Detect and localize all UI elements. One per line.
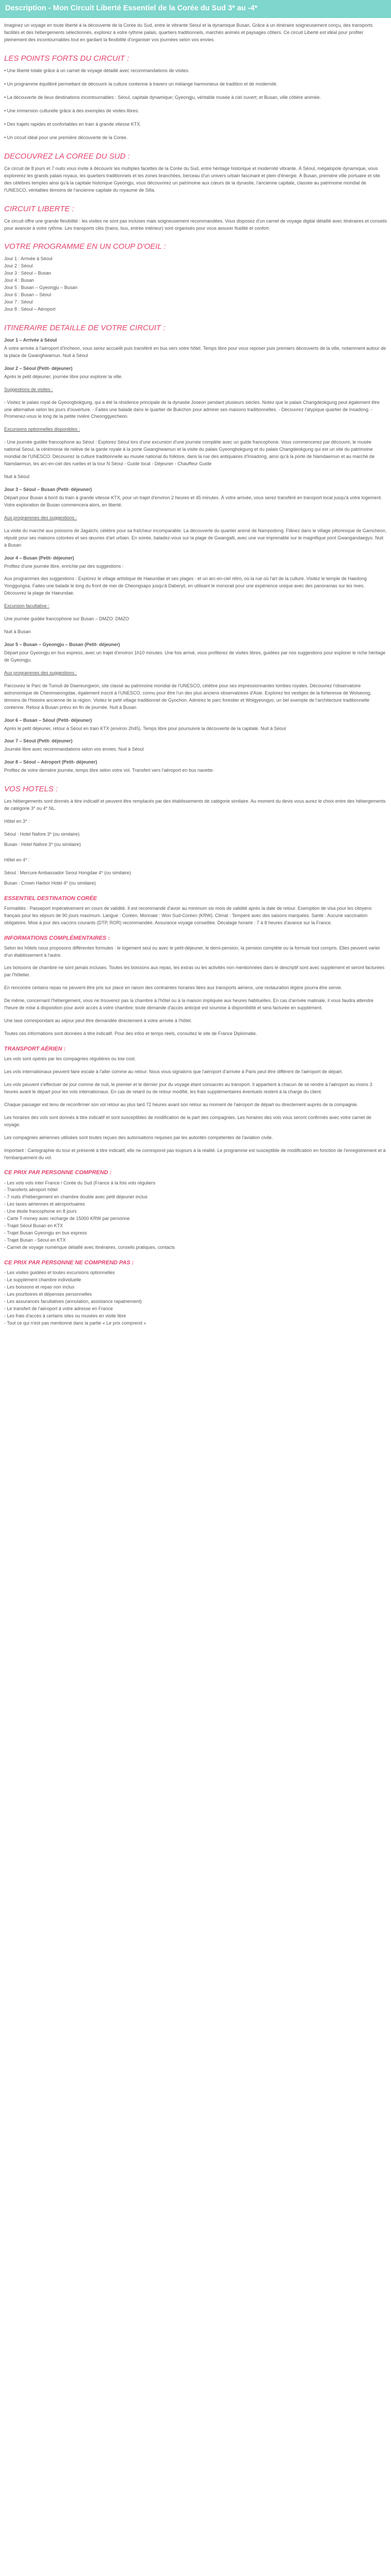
hotel-line: Séoul : Mercure Ambassador Seoul Hongdae 4* (ou similaire) <box>4 870 131 875</box>
list-item: - Carte T-money avec recharge de 15000 KRW par personne <box>4 1216 130 1222</box>
list-item: • Une immersion culturelle grâce à des exemples de visites libres. <box>4 108 139 114</box>
ne-comprend-list <box>4 1269 387 1327</box>
hotels-title: VOS HOTELS : <box>4 785 58 794</box>
list-item: - Les vols vols inter France / Corée du Sud (France à la fois vols réguliers <box>4 1180 156 1185</box>
decouvrez-text: Ce circuit de 8 jours et 7 nuits vous invite à découvrir les multiples facettes de la Corée du Sud, entre héritage historique et modernité vibrante. À Séoul, mégalopole dynamique, vous explorerez les grands palais royaux, les quartiers traditionnels et les zones branchées, berceau d'un univers urbain fascinant et plein d'énergie. À Busan, première ville portuaire et site des célèbres temples ainsi qu'à la capitale historique Gyeongju, vous découvrirez un patrimoine aux cœurs de la dynastie, l'ancienne capitale, classée au patrimoine mondial de l'UNESCO, véritables témoins de l'ancienne capitale du royaume de Silla. <box>4 165 380 193</box>
day-text: Journée libre avec recommandations selon vos envies. Nuit à Séoul <box>4 747 144 752</box>
points-forts-title: LES POINTS FORTS DU CIRCUIT : <box>4 54 129 63</box>
list-item: Jour 3 : Séoul – Busan <box>4 270 52 276</box>
liberte-text: Ce circuit offre une grande flexibilité : les visites ne sont pas incluses mais soigneusement recommandées. Vous disposez d'un carnet de voyage digital détaillé avec itinéraires et conseils pour avancer à votre rythme. Les transports clés (trains, bus, entrée intérieur) sont organisés pour vous assurer fluidité et confort. <box>4 218 387 231</box>
hotel-line: Busan : Hotel Nafore 3* (ou similaire) <box>4 841 81 847</box>
infos-text: Les boissons de chambre ne sont jamais incluses. Toutes les boissons aux repas, les extras ou les activités non mentionnées dans le descriptif sont avec supplément et seront facturées par l'hôtelier. <box>4 965 385 978</box>
ne-comprend-section <box>4 1259 387 1327</box>
hotels-section <box>4 785 387 887</box>
list-item: - Trajet Busan - Séoul en KTX <box>4 1238 66 1243</box>
infos-text: De même, concernant l'hébergement, vous ne trouverez pas la chambre à l'hôtel ou à la maison impliquée aux heures habituelles. En cas d'arrivée matinale, il vous faudra attendre l'heure de mise à disposition pour avoir accès à votre chambre; toute demande d'accès anticipé est soumise à disponibilité et sera facturée en supplément. <box>4 998 374 1011</box>
transport-text: Les compagnies aériennes utilisées sont toutes reçues des autorisations requises par les autorités compétentes de l'aviation civile. <box>4 1134 273 1140</box>
day-heading: Jour 6 – Busan – Séoul (Petit- déjeuner) <box>4 717 92 723</box>
essentiel-text: Formalités : Passeport impérativement en cours de validité. Il est recommandé d'avoir au minimum six mois de validité après la date de retour. Exemption de visa pour les citoyens français pour les séjours de 90 jours maximum. Langue : Coréen. Monnaie : Won Sud-Coréen (KRW). Climat : Tempéré avec des saisons marquées. Santé : Aucune vaccination obligatoire. Mise à jour des vaccins courants (DTP, ROR) recommandée. Assurance voyage conseillée. Décalage horaire : 7 à 8 heures d'avance sur la France. <box>4 905 372 925</box>
points-forts-section <box>4 54 387 142</box>
hotels-group-label: Hôtel en 4* : <box>4 857 30 862</box>
day-heading: Jour 1 – Arrivée à Séoul <box>4 337 57 343</box>
list-item: - Carnet de voyage numérique détaillé avec itinéraires, conseils pratiques, contacts <box>4 1244 175 1250</box>
day-text: - Visitez le palais royal de Gyeongbokgung, qui a été la résidence principale de la dynastie Joseon pendant plusieurs siècles. Notez que le palais Changdeokgung peut également être une alternative selon les jours d'ouverture. - Faites une balade dans le quartier de Bukchon pour admirer ses maisons traditionnelles. - Découvrez l'atypique quartier de Insadong. - Promenez-vous le long de la petite rivière Cheonggyecheon. <box>4 399 380 419</box>
liberte-section <box>4 205 387 232</box>
list-item: Jour 4 : Busan <box>4 278 35 283</box>
banner-title: Description - Mon Circuit Liberté Essentiel de la Corée du Sud 3* au -4* <box>5 4 258 12</box>
suggestions-label: Aux programmes des suggestions : <box>4 515 77 520</box>
list-item: • Des trajets rapides et confortables en train à grande vitesse KTX. <box>4 121 141 127</box>
list-item: • Une liberté totale grâce à un carnet de voyage détaillé avec recommandations de visites. <box>4 68 190 74</box>
list-item: - Les taxes aériennes et aéroportuaires <box>4 1201 85 1207</box>
day-heading: Jour 4 – Busan (Petit- déjeuner) <box>4 555 74 561</box>
day-text: Profitez d'une journée libre, enrichie par des suggestions : <box>4 563 124 569</box>
important-section <box>4 1147 387 1162</box>
infos-text: Une taxe correspondant au séjour peut être demandée directement à votre arrivée à l'hôtel. <box>4 1018 192 1024</box>
list-item: - Le supplément chambre individuelle <box>4 1277 82 1282</box>
list-item: - Les frais d'accès à certains sites ou musées en visite libre <box>4 1313 126 1318</box>
suggestions-label: Aux programmes des suggestions : <box>4 670 77 675</box>
list-item: Jour 2 : Séoul <box>4 263 33 269</box>
list-item: • La découverte de lieux destinations incontournables : Séoul, capitale dynamique; Gyeongju, véritable musée à ciel ouvert; et Busan, ville côtière animée. <box>4 95 321 100</box>
excursions-label: Excursions optionnelles disponibles : <box>4 427 80 432</box>
day-text: Nuit à Busan <box>4 629 31 635</box>
day-text: Profitez de votre dernière journée, temps libre selon votre vol. Transfert vers l'aéroport en bus navette. <box>4 768 214 773</box>
list-item: - Trajet Séoul Busan en KTX <box>4 1223 63 1229</box>
day-text: Parcourez le Parc de Tumuli de Daereungwon, site classé au patrimoine mondial de l'UNESCO, célèbre pour ses impressionnantes tombes royales. Découvrez l'observatoire astronomique de Cheomseongdae, également inscrit à l'UNESCO, connu pour être l'un des plus anciens observatoires d'Asie. Explorez les vestiges de la forteresse de Wolseong, témoins de l'histoire ancienne de la région. Visitez le petit village traditionnel de Gyochon. Admirez le parc forestier et Wolgyeongyo, un bel exemple de l'architecture traditionnelle coréenne. Retour à Busan prévu en fin de journée. Nuit à Busan <box>4 683 371 710</box>
transport-text: Les horaires des vols sont donnés à titre indicatif et sont susceptibles de modification de la part des compagnies. Les horaires des vols vous seront confirmés avec votre carnet de voyage. <box>4 1114 371 1127</box>
liberte-title: CIRCUIT LIBERTE : <box>4 204 74 213</box>
hotels-text: Les hébergements sont donnés à titre indicatif et peuvent être remplacés par des établissements de catégorie similaire. Au moment du devis vous aurez le choix entre des hébergements de catégorie 3* ou 4* NL. <box>4 799 386 811</box>
hotel-line: Séoul : Hotel Nafore 3* (ou similaire) <box>4 832 80 837</box>
list-item: - Le transfert de l'aéroport à votre adresse en France <box>4 1306 113 1311</box>
points-forts-list <box>4 67 387 142</box>
comprend-title: CE PRIX PAR PERSONNE COMPREND : <box>4 1170 112 1176</box>
day-text: Une journée guidée francophone sur Busan – DMZO: DMZO <box>4 616 129 622</box>
infos-section <box>4 934 387 1038</box>
hotels-group-label: Hôtel en 3* : <box>4 819 30 824</box>
list-item: - Les assurances facultatives (annulation, assistance rapatriement) <box>4 1298 142 1304</box>
decouvrez-title: DECOUVREZ LA COREE DU SUD : <box>4 151 130 161</box>
transport-section <box>4 1045 387 1142</box>
transport-text: Les vols sont opérés par les compagnies régulières ou low cost. <box>4 1056 136 1062</box>
list-item: - Une étoile francophone en 8 jours <box>4 1209 77 1214</box>
transport-text: Chaque passager est tenu de reconfirmer son vol retour au plus tard 72 heures avant son retour au moment de l'aéroport de départ ou directement auprès de la compagnie. <box>4 1101 359 1107</box>
day-text: La visite du marché aux poissons de Jagalchi, célèbre pour sa fraîcheur incomparable. La découverte du quartier animé de Nampodong. Flânez dans le village pittoresque de Gamcheon, réputé pour ses maisons colorées et ses œuvres d'art urbain. En soirée, baladez-vous sur la plage de Gwangalli, avec une vue imprenable sur le magnifique pont Gwangandaegyo. Nuit à Busan <box>4 528 387 548</box>
list-item: - Les boissons et repas non inclus <box>4 1284 75 1290</box>
itineraire-title: ITINERAIRE DETAILLE DE VOTRE CIRCUIT : <box>4 323 166 332</box>
important-text: Important : Cartographie du tour et présenté à titre indicatif, elle ne correspond pas toujours à la réalité. Le programme est susceptible de modification en fonction de l'enregistrement et à l'embarquement du vol. <box>4 1147 386 1160</box>
comprend-list <box>4 1180 387 1251</box>
list-item: • Un circuit idéal pour une première découverte de la Corée. <box>4 134 128 140</box>
transport-text: Les vols internationaux peuvent faire escale à l'aller comme au retour. Nous vous signalons que l'aéroport d'arrivée à Paris peut être différent de l'aéroport de départ. <box>4 1069 343 1075</box>
list-item: Jour 1 : Arrivée à Séoul <box>4 256 53 262</box>
essentiel-section <box>4 894 387 927</box>
list-item: - 7 nuits d'hébergement en chambre double avec petit déjeuner inclus <box>4 1194 148 1200</box>
infos-title: INFORMATIONS COMPLÉMENTAIRES : <box>4 935 110 941</box>
programme-section <box>4 242 387 313</box>
day-text: Nuit à Séoul <box>4 474 30 480</box>
list-item: Jour 5 : Busan – Gyeongju – Busan <box>4 285 78 291</box>
excursion-label: Excursion facultative : <box>4 603 50 609</box>
day-text: Départ pour Gyeongju en bus express, avec un trajet d'environ 1h10 minutes. Une fois arrivé, vous profiterez de visites libres, guidées par nos suggestions pour explorer le riche héritage de Gyeongju. <box>4 650 386 663</box>
infos-text: En rencontre certains repas ne peuvent être pris sur place en raison des contraintes horaires liées aux transports aériens, une restauration légère pourra être servie. <box>4 985 343 991</box>
list-item: - Transferts aéroport hôtel <box>4 1187 58 1193</box>
day-heading: Jour 2 – Séoul (Petit- déjeuner) <box>4 365 73 371</box>
page-banner <box>0 0 391 18</box>
list-item: - Les visites guidées et toutes excursions optionnelles <box>4 1269 115 1275</box>
list-item: Jour 8 : Séoul – Aéroport <box>4 307 56 312</box>
list-item: - Tout ce qui n'est pas mentionné dans la partie « Le prix comprend » <box>4 1320 146 1326</box>
day-text: À votre arrivée à l'aéroport d'Incheon, vous serez accueilli puis transféré en bus vers votre hôtel. Temps libre pour vous reposer puis premiers découverts de la ville, notamment autour de la place de Gwanghwamun. Nuit à Séoul <box>4 345 386 358</box>
itineraire-section <box>4 324 387 774</box>
infos-text: Selon les hôtels nous proposons différentes formules : le logement seul ou avec le petit-déjeuner, le demi-pension, la pension complète ou la formule tout compris. Elles peuvent varier d'un établissement à l'autre. <box>4 945 380 958</box>
infos-text: Toutes ces informations sont données à titre indicatif. Pour des infos et temps réels, consultez le site de France Diplomatie. <box>4 1031 257 1037</box>
day-text: Après le petit déjeuner, retour à Séoul en train KTX (environ 2h45). Temps libre pour poursuivre la découverte de la capitale. Nuit à Séoul <box>4 725 286 731</box>
content <box>0 22 391 1348</box>
programme-title: VOTRE PROGRAMME EN UN COUP D'OEIL : <box>4 242 166 251</box>
list-item: Jour 7 : Séoul <box>4 299 33 305</box>
programme-list <box>4 256 387 313</box>
transport-title: TRANSPORT AÉRIEN : <box>4 1046 66 1053</box>
list-item: - Les pourboires et dépenses personnelles <box>4 1291 92 1297</box>
essentiel-title: ESSENTIEL DESTINATION CORÉE <box>4 895 97 902</box>
day-heading: Jour 5 – Busan – Gyeongju – Busan (Petit- déjeuner) <box>4 642 120 648</box>
day-heading: Jour 8 – Séoul – Aéroport (Petit- déjeuner) <box>4 759 97 765</box>
decouvrez-section <box>4 152 387 194</box>
list-item: - Trajet Busan Gyeongju en bus express <box>4 1230 87 1236</box>
day-text: Après le petit déjeuner, journée libre pour explorer la ville. <box>4 374 123 379</box>
comprend-section <box>4 1168 387 1251</box>
transport-text: Les vols peuvent s'effectuer de jour comme de nuit, le premier et le dernier jour du voyage étant consacrés au transport. Il appartient à chacun de se rendre à l'aéroport au moins 3 heures avant le départ pour les vols internationaux. En cas de retard ou de retour modifié, les frais supplémentaires éventuels restent à la charge du client. <box>4 1081 372 1094</box>
suggestions-label: Suggestions de visites : <box>4 386 53 392</box>
day-heading: Jour 7 – Séoul (Petit- déjeuner) <box>4 738 73 744</box>
day-heading: Jour 3 – Séoul – Busan (Petit- déjeuner) <box>4 487 92 493</box>
day-text: Départ pour Busan à bord du train à grande vitesse KTX, pour un trajet d'environ 2 heures et 45 minutes. À votre arrivée, vous serez transféré en transport local jusqu'à votre logement. Votre exploration de Busan commencera alors, en liberté. <box>4 495 382 507</box>
list-item: • Un programme équilibré permettant de découvrir la culture coréenne à travers un mélange harmonieux de tradition et de modernité. <box>4 81 278 87</box>
intro-text: Imaginez un voyage en toute liberté à la découverte de la Corée du Sud, entre le vibrante Séoul et la dynamique Busan. Grâce à un itinéraire soigneusement conçu, des transports facilités et des hébergements sélectionnés, explorez à votre rythme palais, quartiers traditionnels, marchés animés et paysages côtiers. Ce circuit Liberté est idéal pour profiter pleinement des incontournables tout en gardant la flexibilité d'organiser vos journées selon vos envies. <box>4 23 373 43</box>
ne-comprend-title: CE PRIX PAR PERSONNE NE COMPREND PAS : <box>4 1259 134 1266</box>
day-text: Aux programmes des suggestions : Explorez le village artistique de Haeundae et ses plages : et un arc-en-ciel rétro, où la rue où l'art de la culture. Visitez le temple de Haedong Yonggungsa. Faites une balade le long du front de mer de Cheongsapo jusqu'à Daberyil, en utilisant le monorail pour une expérience unique avec des panoramas sur les rives. Découvrez la plage de Haeundae. <box>4 576 367 596</box>
hotel-line: Busan : Crown Harbor Hotel 4* (ou similaire) <box>4 880 96 886</box>
day-text: - Une journée guidée francophone au Séoul : Explorez Séoul lors d'une excursion d'une journée complète avec un guide francophone. Vous commencerez par découvrir, le musée national Seoul, la cérémonie de relève de la garde royale à la porte Gwanghwamun et la visite du palais Gyeongbokgung et du palais Changdeokgung qui est un site du patrimoine mondial de l'UNESCO. Découvrez la culture traditionnelle au musée national du folklore, dans la rue des antiquaires d'Insadong, ainsi qu'à la porte de Namdaemun et au marché de Namdaemun, les arc-en-ciel des ruelles et la tour N Séoul - Guide local - Déjeuner - Chauffeur Guide <box>4 439 375 467</box>
list-item: Jour 6 : Busan – Séoul <box>4 292 52 298</box>
